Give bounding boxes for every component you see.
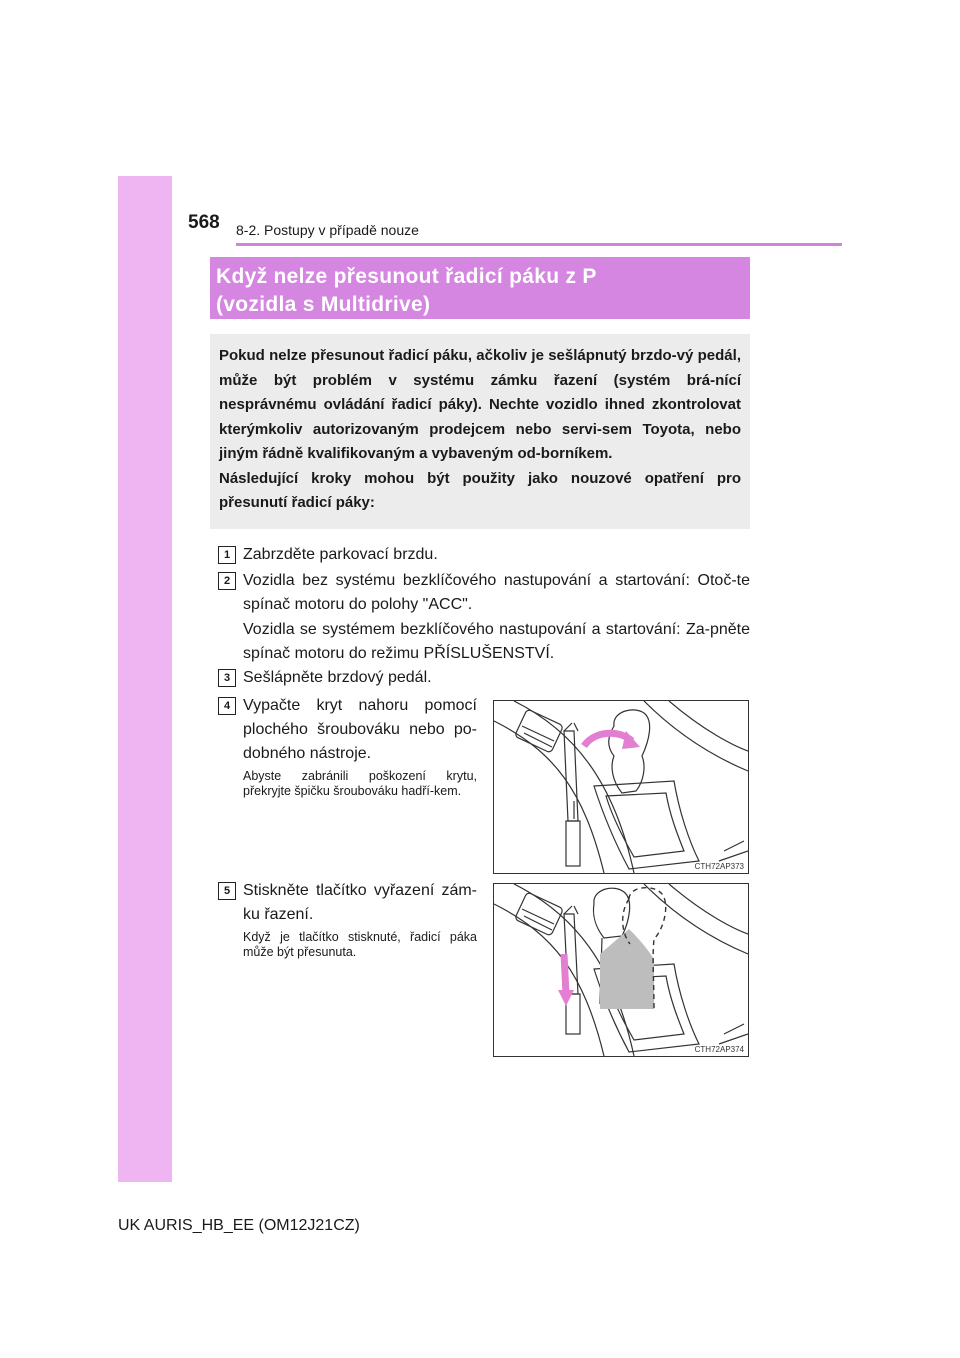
sidebar-tab bbox=[118, 176, 172, 1182]
section-title-line-2: (vozidla s Multidrive) bbox=[216, 293, 431, 316]
step-number-2: 2 bbox=[218, 572, 236, 590]
intro-paragraph-2: Následující kroky mohou být použity jako nouzové opatření pro přesunutí řadicí páky: bbox=[219, 469, 741, 511]
section-title-line-1: Když nelze přesunout řadicí páku z P bbox=[216, 265, 597, 288]
page-number: 568 bbox=[188, 212, 220, 233]
step-number-5: 5 bbox=[218, 882, 236, 900]
intro-paragraph: Pokud nelze přesunout řadicí páku, ačkoliv je sešlápnutý brzdo-vý pedál, může být problém v systému zámku řazení (systém brá-nící nesprávnému ovládání řadicí páky). Nechte vozidlo ihned zkontrolovat kterýmkoliv autorizovaným prodejcem nebo servi-sem Toyota, nebo jiným řádně kvalifikovaným a vybaveným od-borníkem. bbox=[219, 347, 741, 462]
figure-code: CTH72AP374 bbox=[694, 1045, 744, 1054]
step-number-4: 4 bbox=[218, 697, 236, 715]
step-4-note: Abyste zabránili poškození krytu, překryjte špičku šroubováku hadří-kem. bbox=[243, 769, 477, 798]
intro-box bbox=[210, 334, 750, 529]
step-5-note: Když je tlačítko stisknuté, řadicí páka může být přesunuta. bbox=[243, 930, 477, 959]
step-3-text: Sešlápněte brzdový pedál. bbox=[243, 669, 432, 686]
step-4-text: Vypačte kryt nahoru pomocí plochého šroubováku nebo po-dobného nástroje. bbox=[243, 697, 477, 762]
console-illustration bbox=[494, 884, 748, 1056]
step-number-1: 1 bbox=[218, 546, 236, 564]
step-2-text-keyless: Vozidla se systémem bezklíčového nastupování a startování: Za-pněte spínač motoru do režimu PŘÍSLUŠENSTVÍ. bbox=[243, 621, 750, 662]
step-number-3: 3 bbox=[218, 669, 236, 687]
section-label: 8-2. Postupy v případě nouze bbox=[236, 222, 419, 238]
section-title-bar bbox=[210, 257, 750, 319]
figure-code: CTH72AP373 bbox=[694, 862, 744, 871]
step-5-text: Stiskněte tlačítko vyřazení zám-ku řazení. bbox=[243, 882, 477, 923]
step-1-text: Zabrzděte parkovací brzdu. bbox=[243, 546, 438, 563]
header-rule bbox=[236, 243, 842, 246]
console-illustration bbox=[494, 701, 748, 873]
figure-pry-cover bbox=[493, 700, 749, 874]
step-2-text: Vozidla bez systému bezklíčového nastupování a startování: Otoč-te spínač motoru do polohy "ACC". bbox=[243, 572, 750, 613]
figure-release-button bbox=[493, 883, 749, 1057]
footer-model-code: UK AURIS_HB_EE (OM12J21CZ) bbox=[118, 1217, 360, 1234]
